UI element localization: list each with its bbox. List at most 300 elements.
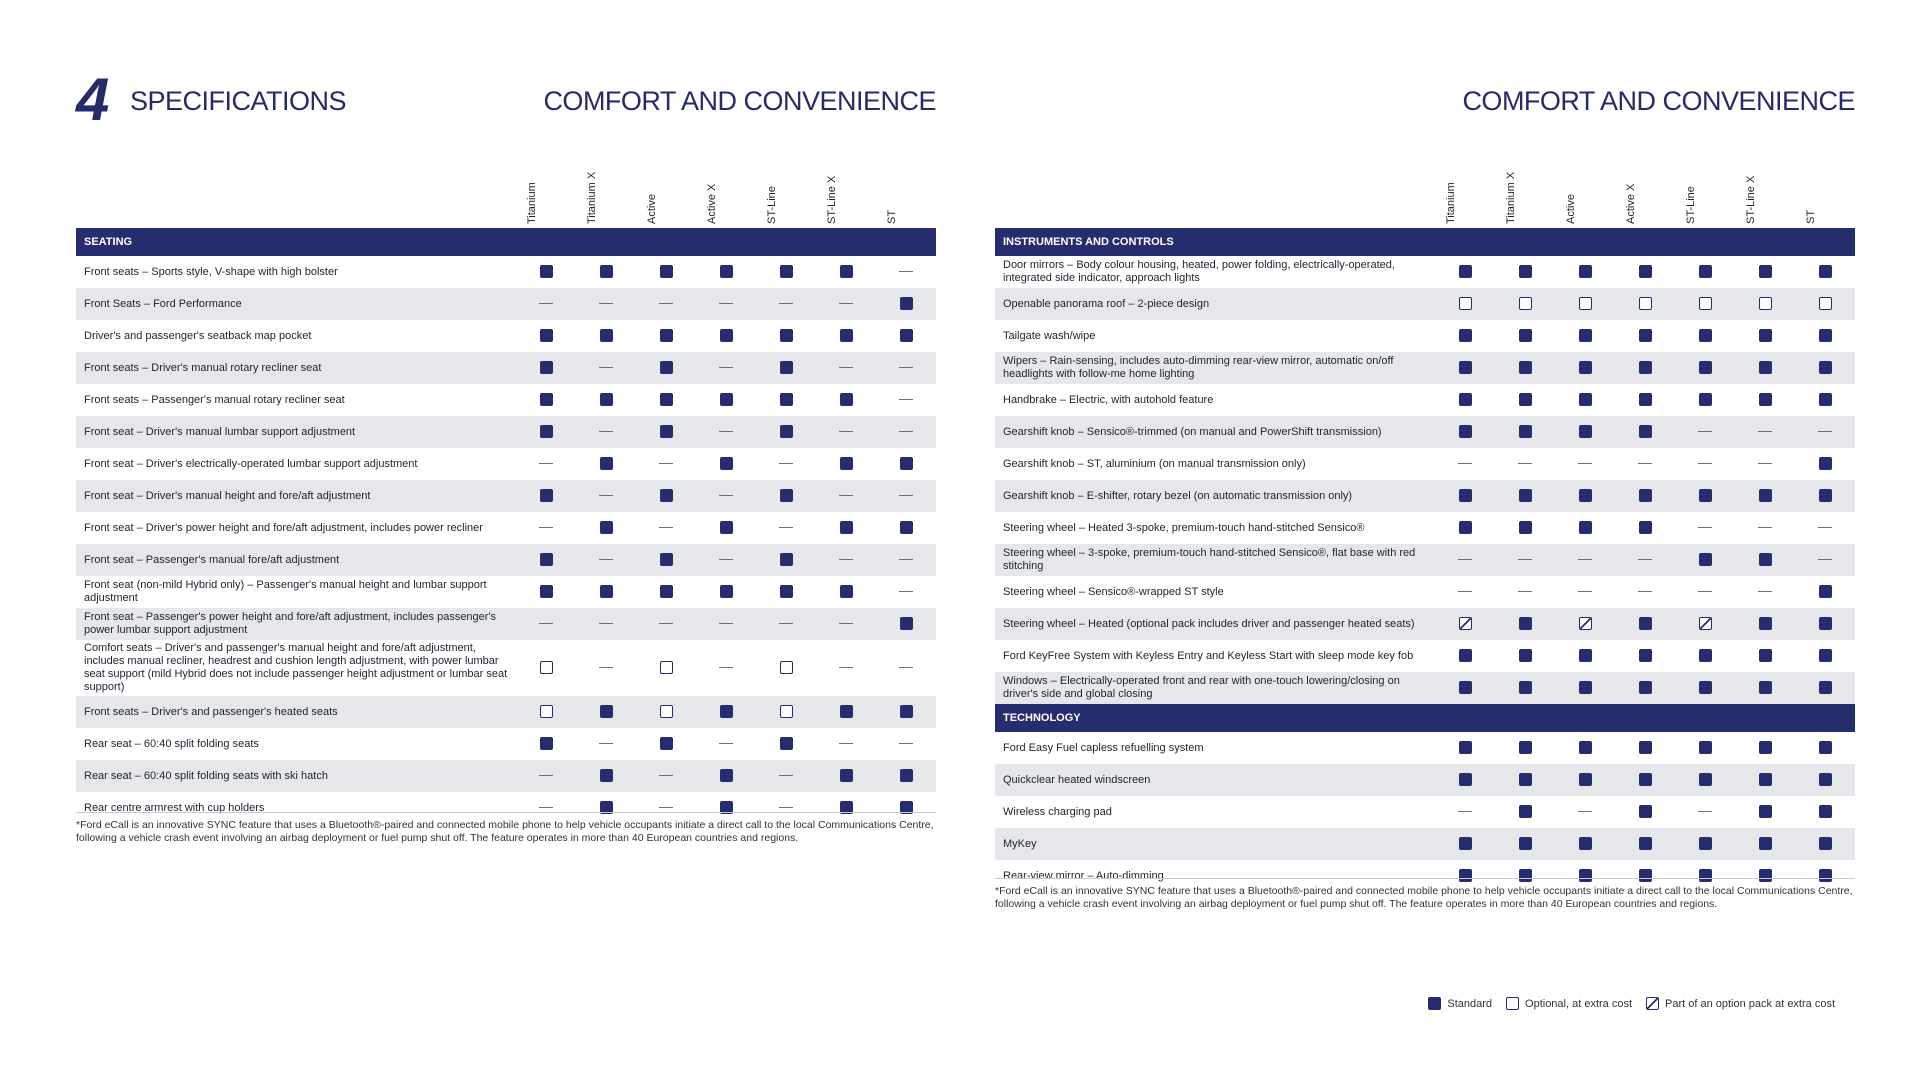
- not-available-dash-icon: [779, 623, 793, 624]
- availability-cell: [696, 608, 756, 640]
- standard-mark-icon: [1519, 425, 1532, 438]
- table-row: [76, 512, 936, 544]
- availability-cell: [1435, 544, 1495, 576]
- availability-cell: [1615, 640, 1675, 672]
- availability-cell: [696, 480, 756, 512]
- standard-mark-icon: [1459, 837, 1472, 850]
- standard-mark-icon: [1699, 393, 1712, 406]
- left-title-bar: [76, 66, 936, 133]
- spec-table-seating: [76, 228, 936, 824]
- table-row: [995, 764, 1855, 796]
- standard-mark-icon: [600, 329, 613, 342]
- availability-cell: [1555, 256, 1615, 288]
- standard-mark-icon: [1759, 773, 1772, 786]
- availability-cell: [576, 480, 636, 512]
- availability-cell: [1615, 672, 1675, 704]
- standard-mark-icon: [1819, 265, 1832, 278]
- feature-label: Front seat – Passenger's power height and fore/aft adjustment, includes passenger's power lumbar support adjustment: [76, 608, 516, 640]
- feature-label: Rear seat – 60:40 split folding seats with ski hatch: [76, 760, 516, 792]
- availability-cell: [1795, 448, 1855, 480]
- column-header: [576, 160, 636, 226]
- availability-cell: [1495, 256, 1555, 288]
- availability-cell: [1495, 764, 1555, 796]
- availability-cell: [1675, 732, 1735, 764]
- standard-mark-icon: [780, 585, 793, 598]
- availability-cell: [876, 384, 936, 416]
- column-header-label: Active X: [1625, 183, 1637, 224]
- standard-mark-icon: [1579, 681, 1592, 694]
- availability-cell: [576, 728, 636, 760]
- availability-cell: [816, 696, 876, 728]
- availability-cell: [576, 384, 636, 416]
- availability-cell: [696, 288, 756, 320]
- not-available-dash-icon: [659, 623, 673, 624]
- availability-cell: [1795, 732, 1855, 764]
- availability-cell: [1795, 576, 1855, 608]
- standard-mark-icon: [1759, 741, 1772, 754]
- not-available-dash-icon: [599, 743, 613, 744]
- not-available-dash-icon: [599, 303, 613, 304]
- availability-cell: [756, 512, 816, 544]
- availability-cell: [636, 288, 696, 320]
- availability-cell: [1795, 288, 1855, 320]
- availability-cell: [756, 696, 816, 728]
- availability-cell: [1555, 828, 1615, 860]
- column-header: [1495, 160, 1555, 226]
- availability-cell: [1495, 352, 1555, 384]
- table-row: [995, 480, 1855, 512]
- not-available-dash-icon: [779, 463, 793, 464]
- not-available-dash-icon: [659, 775, 673, 776]
- availability-cell: [816, 512, 876, 544]
- table-row: [76, 696, 936, 728]
- feature-label: Steering wheel – 3-spoke, premium-touch hand-stitched Sensico®, flat base with red stitching: [995, 544, 1435, 576]
- not-available-dash-icon: [539, 623, 553, 624]
- feature-label: Wireless charging pad: [1003, 805, 1112, 818]
- availability-cell: [876, 608, 936, 640]
- availability-cell: [1735, 796, 1795, 828]
- availability-cell: [636, 480, 696, 512]
- availability-cell: [1615, 256, 1675, 288]
- availability-cell: [516, 640, 576, 696]
- availability-cell: [1555, 384, 1615, 416]
- availability-cell: [576, 544, 636, 576]
- standard-mark-icon: [1639, 265, 1652, 278]
- table-row: [995, 732, 1855, 764]
- feature-label: Front seats – Driver's and passenger's heated seats: [76, 696, 516, 728]
- availability-cell: [1675, 640, 1735, 672]
- availability-cell: [876, 728, 936, 760]
- standard-mark-icon: [720, 705, 733, 718]
- availability-cell: [1795, 352, 1855, 384]
- standard-mark-icon: [660, 585, 673, 598]
- availability-cell: [1555, 764, 1615, 796]
- availability-cell: [876, 640, 936, 696]
- feature-label: Handbrake – Electric, with autohold feature: [1003, 393, 1214, 406]
- not-available-dash-icon: [839, 431, 853, 432]
- not-available-dash-icon: [839, 303, 853, 304]
- table-row: [995, 288, 1855, 320]
- standard-mark-icon: [1579, 361, 1592, 374]
- availability-cell: [516, 320, 576, 352]
- section-header: [76, 228, 936, 256]
- standard-mark-icon: [1639, 393, 1652, 406]
- not-available-dash-icon: [1698, 463, 1712, 464]
- column-header-label: ST-Line X: [826, 175, 838, 224]
- availability-cell: [516, 288, 576, 320]
- availability-cell: [516, 544, 576, 576]
- feature-label: Front Seats – Ford Performance: [76, 288, 516, 320]
- not-available-dash-icon: [1758, 527, 1772, 528]
- availability-cell: [1615, 352, 1675, 384]
- legend: [1428, 997, 1835, 1010]
- availability-cell: [696, 512, 756, 544]
- not-available-dash-icon: [1698, 527, 1712, 528]
- availability-cell: [516, 480, 576, 512]
- not-available-dash-icon: [539, 463, 553, 464]
- availability-cell: [636, 760, 696, 792]
- standard-mark-icon: [1579, 489, 1592, 502]
- standard-mark-icon: [900, 329, 913, 342]
- availability-cell: [756, 640, 816, 696]
- standard-mark-icon: [600, 457, 613, 470]
- standard-mark-icon: [1428, 997, 1441, 1010]
- availability-cell: [696, 696, 756, 728]
- column-header-label: Titanium X: [1505, 171, 1517, 224]
- standard-mark-icon: [600, 769, 613, 782]
- not-available-dash-icon: [839, 559, 853, 560]
- standard-mark-icon: [1579, 521, 1592, 534]
- not-available-dash-icon: [899, 559, 913, 560]
- feature-label: Front seats – Passenger's manual rotary recliner seat: [84, 393, 345, 406]
- availability-cell: [1615, 828, 1675, 860]
- optional-mark-icon: [1506, 997, 1519, 1010]
- availability-cell: [576, 512, 636, 544]
- standard-mark-icon: [1699, 553, 1712, 566]
- table-row: [995, 416, 1855, 448]
- availability-cell: [1435, 828, 1495, 860]
- standard-mark-icon: [600, 705, 613, 718]
- standard-mark-icon: [840, 393, 853, 406]
- availability-cell: [816, 288, 876, 320]
- not-available-dash-icon: [1578, 463, 1592, 464]
- standard-mark-icon: [1759, 393, 1772, 406]
- table-row: [76, 576, 936, 608]
- column-header: [516, 160, 576, 226]
- feature-label: Rear seat – 60:40 split folding seats: [84, 737, 259, 750]
- column-header-label: ST-Line: [766, 186, 778, 224]
- not-available-dash-icon: [899, 667, 913, 668]
- standard-mark-icon: [780, 393, 793, 406]
- not-available-dash-icon: [899, 271, 913, 272]
- availability-cell: [816, 480, 876, 512]
- standard-mark-icon: [1819, 741, 1832, 754]
- not-available-dash-icon: [659, 807, 673, 808]
- not-available-dash-icon: [719, 367, 733, 368]
- availability-cell: [576, 640, 636, 696]
- feature-label: Door mirrors – Body colour housing, heated, power folding, electrically-operated, integrated side indicator, approach lights: [1003, 259, 1395, 284]
- standard-mark-icon: [1459, 489, 1472, 502]
- availability-cell: [1555, 608, 1615, 640]
- feature-label: Ford Easy Fuel capless refuelling system: [1003, 741, 1204, 754]
- column-headers: [995, 160, 1855, 226]
- availability-cell: [1735, 352, 1795, 384]
- availability-cell: [696, 416, 756, 448]
- column-header-label: ST: [1805, 209, 1817, 224]
- chapter-title: SPECIFICATIONS: [130, 86, 347, 116]
- availability-cell: [636, 448, 696, 480]
- availability-cell: [636, 512, 696, 544]
- standard-mark-icon: [1759, 805, 1772, 818]
- availability-cell: [696, 544, 756, 576]
- standard-mark-icon: [540, 553, 553, 566]
- availability-cell: [756, 608, 816, 640]
- table-row: [995, 512, 1855, 544]
- availability-cell: [756, 352, 816, 384]
- column-header: [816, 160, 876, 226]
- availability-cell: [876, 760, 936, 792]
- standard-mark-icon: [840, 265, 853, 278]
- availability-cell: [1795, 796, 1855, 828]
- availability-cell: [1795, 256, 1855, 288]
- standard-mark-icon: [1579, 329, 1592, 342]
- availability-cell: [576, 760, 636, 792]
- availability-cell: [1735, 416, 1795, 448]
- availability-cell: [1495, 384, 1555, 416]
- standard-mark-icon: [1759, 837, 1772, 850]
- feature-label: Rear centre armrest with cup holders: [84, 801, 265, 814]
- legend-optional-label: Optional, at extra cost: [1525, 997, 1633, 1010]
- standard-mark-icon: [1459, 329, 1472, 342]
- not-available-dash-icon: [719, 623, 733, 624]
- availability-cell: [1675, 796, 1735, 828]
- availability-cell: [576, 696, 636, 728]
- standard-mark-icon: [1699, 837, 1712, 850]
- availability-cell: [1495, 416, 1555, 448]
- not-available-dash-icon: [659, 527, 673, 528]
- availability-cell: [516, 448, 576, 480]
- availability-cell: [1675, 828, 1735, 860]
- standard-mark-icon: [1699, 361, 1712, 374]
- not-available-dash-icon: [539, 303, 553, 304]
- availability-cell: [816, 320, 876, 352]
- not-available-dash-icon: [1818, 527, 1832, 528]
- standard-mark-icon: [1759, 649, 1772, 662]
- standard-mark-icon: [1579, 425, 1592, 438]
- availability-cell: [876, 416, 936, 448]
- standard-mark-icon: [660, 553, 673, 566]
- not-available-dash-icon: [1458, 591, 1472, 592]
- availability-cell: [1795, 672, 1855, 704]
- availability-cell: [816, 256, 876, 288]
- not-available-dash-icon: [1458, 811, 1472, 812]
- table-row: [995, 796, 1855, 828]
- legend-standard: [1428, 997, 1492, 1010]
- legend-optional: [1506, 997, 1632, 1010]
- standard-mark-icon: [780, 737, 793, 750]
- standard-mark-icon: [1819, 649, 1832, 662]
- optional-mark-icon: [1699, 297, 1712, 310]
- not-available-dash-icon: [839, 367, 853, 368]
- availability-cell: [1435, 384, 1495, 416]
- not-available-dash-icon: [719, 559, 733, 560]
- table-row: [995, 640, 1855, 672]
- column-headers: [76, 160, 936, 226]
- availability-cell: [1735, 672, 1795, 704]
- section-title: COMFORT AND CONVENIENCE: [543, 86, 936, 116]
- not-available-dash-icon: [899, 431, 913, 432]
- standard-mark-icon: [1639, 425, 1652, 438]
- optional-mark-icon: [1639, 297, 1652, 310]
- availability-cell: [1795, 608, 1855, 640]
- table-row: [995, 448, 1855, 480]
- availability-cell: [1735, 640, 1795, 672]
- availability-cell: [1615, 512, 1675, 544]
- standard-mark-icon: [720, 265, 733, 278]
- availability-cell: [756, 256, 816, 288]
- feature-label: Front seat – Passenger's manual fore/aft adjustment: [76, 544, 516, 576]
- optional-mark-icon: [780, 705, 793, 718]
- standard-mark-icon: [840, 769, 853, 782]
- table-row: [995, 576, 1855, 608]
- standard-mark-icon: [1759, 617, 1772, 630]
- standard-mark-icon: [1579, 837, 1592, 850]
- availability-cell: [1675, 544, 1735, 576]
- standard-mark-icon: [1819, 489, 1832, 502]
- not-available-dash-icon: [899, 591, 913, 592]
- standard-mark-icon: [900, 297, 913, 310]
- feature-label: Gearshift knob – E-shifter, rotary bezel (on automatic transmission only): [995, 480, 1435, 512]
- not-available-dash-icon: [719, 667, 733, 668]
- not-available-dash-icon: [1638, 559, 1652, 560]
- standard-mark-icon: [1639, 521, 1652, 534]
- standard-mark-icon: [1519, 837, 1532, 850]
- availability-cell: [816, 352, 876, 384]
- standard-mark-icon: [660, 329, 673, 342]
- standard-mark-icon: [720, 585, 733, 598]
- feature-label: Steering wheel – Sensico®-wrapped ST style: [1003, 585, 1224, 598]
- table-row: [76, 384, 936, 416]
- standard-mark-icon: [900, 521, 913, 534]
- table-row: [76, 352, 936, 384]
- availability-cell: [1435, 640, 1495, 672]
- availability-cell: [1615, 576, 1675, 608]
- availability-cell: [1435, 480, 1495, 512]
- standard-mark-icon: [600, 521, 613, 534]
- availability-cell: [816, 384, 876, 416]
- table-row: [995, 256, 1855, 288]
- standard-mark-icon: [1579, 265, 1592, 278]
- availability-cell: [1435, 608, 1495, 640]
- availability-cell: [876, 512, 936, 544]
- column-header: [1795, 160, 1855, 226]
- standard-mark-icon: [1519, 741, 1532, 754]
- availability-cell: [1735, 732, 1795, 764]
- not-available-dash-icon: [899, 495, 913, 496]
- availability-cell: [1735, 448, 1795, 480]
- availability-cell: [576, 256, 636, 288]
- availability-cell: [1435, 352, 1495, 384]
- availability-cell: [1615, 384, 1675, 416]
- feature-label: Front seats – Driver's manual rotary recliner seat: [76, 352, 516, 384]
- not-available-dash-icon: [539, 775, 553, 776]
- table-row: [76, 288, 936, 320]
- column-header-label: Active X: [706, 183, 718, 224]
- availability-cell: [1735, 384, 1795, 416]
- standard-mark-icon: [540, 361, 553, 374]
- feature-label: Front seat – Driver's manual lumbar support adjustment: [76, 416, 516, 448]
- standard-mark-icon: [1759, 265, 1772, 278]
- availability-cell: [816, 608, 876, 640]
- availability-cell: [1435, 416, 1495, 448]
- not-available-dash-icon: [599, 559, 613, 560]
- availability-cell: [756, 416, 816, 448]
- availability-cell: [1675, 576, 1735, 608]
- availability-cell: [636, 544, 696, 576]
- availability-cell: [1795, 384, 1855, 416]
- column-header-label: ST: [886, 209, 898, 224]
- not-available-dash-icon: [1518, 463, 1532, 464]
- standard-mark-icon: [1819, 617, 1832, 630]
- not-available-dash-icon: [719, 495, 733, 496]
- availability-cell: [516, 512, 576, 544]
- availability-cell: [516, 384, 576, 416]
- standard-mark-icon: [660, 265, 673, 278]
- table-row: [995, 672, 1855, 704]
- availability-cell: [1435, 764, 1495, 796]
- availability-cell: [876, 288, 936, 320]
- availability-cell: [636, 576, 696, 608]
- availability-cell: [576, 608, 636, 640]
- availability-cell: [1735, 320, 1795, 352]
- availability-cell: [1495, 288, 1555, 320]
- availability-cell: [636, 608, 696, 640]
- availability-cell: [576, 320, 636, 352]
- optional-mark-icon: [1579, 297, 1592, 310]
- optional-mark-icon: [540, 705, 553, 718]
- table-row: [76, 256, 936, 288]
- availability-cell: [1615, 288, 1675, 320]
- legend-pack: [1646, 997, 1835, 1010]
- availability-cell: [756, 480, 816, 512]
- availability-cell: [636, 728, 696, 760]
- standard-mark-icon: [660, 737, 673, 750]
- availability-cell: [1675, 448, 1735, 480]
- not-available-dash-icon: [1638, 463, 1652, 464]
- availability-cell: [1735, 764, 1795, 796]
- not-available-dash-icon: [1698, 431, 1712, 432]
- standard-mark-icon: [540, 329, 553, 342]
- availability-cell: [636, 352, 696, 384]
- availability-cell: [1495, 320, 1555, 352]
- standard-mark-icon: [1699, 329, 1712, 342]
- chapter-number: 4: [76, 66, 110, 133]
- availability-cell: [816, 640, 876, 696]
- availability-cell: [1555, 640, 1615, 672]
- availability-cell: [576, 352, 636, 384]
- option-pack-mark-icon: [1699, 617, 1712, 630]
- availability-cell: [876, 320, 936, 352]
- availability-cell: [756, 728, 816, 760]
- standard-mark-icon: [1819, 393, 1832, 406]
- feature-label: Steering wheel – Heated 3-spoke, premium-touch hand-stitched Sensico®: [1003, 521, 1365, 534]
- availability-cell: [696, 448, 756, 480]
- not-available-dash-icon: [1818, 431, 1832, 432]
- availability-cell: [1495, 608, 1555, 640]
- standard-mark-icon: [840, 329, 853, 342]
- standard-mark-icon: [840, 705, 853, 718]
- standard-mark-icon: [1819, 681, 1832, 694]
